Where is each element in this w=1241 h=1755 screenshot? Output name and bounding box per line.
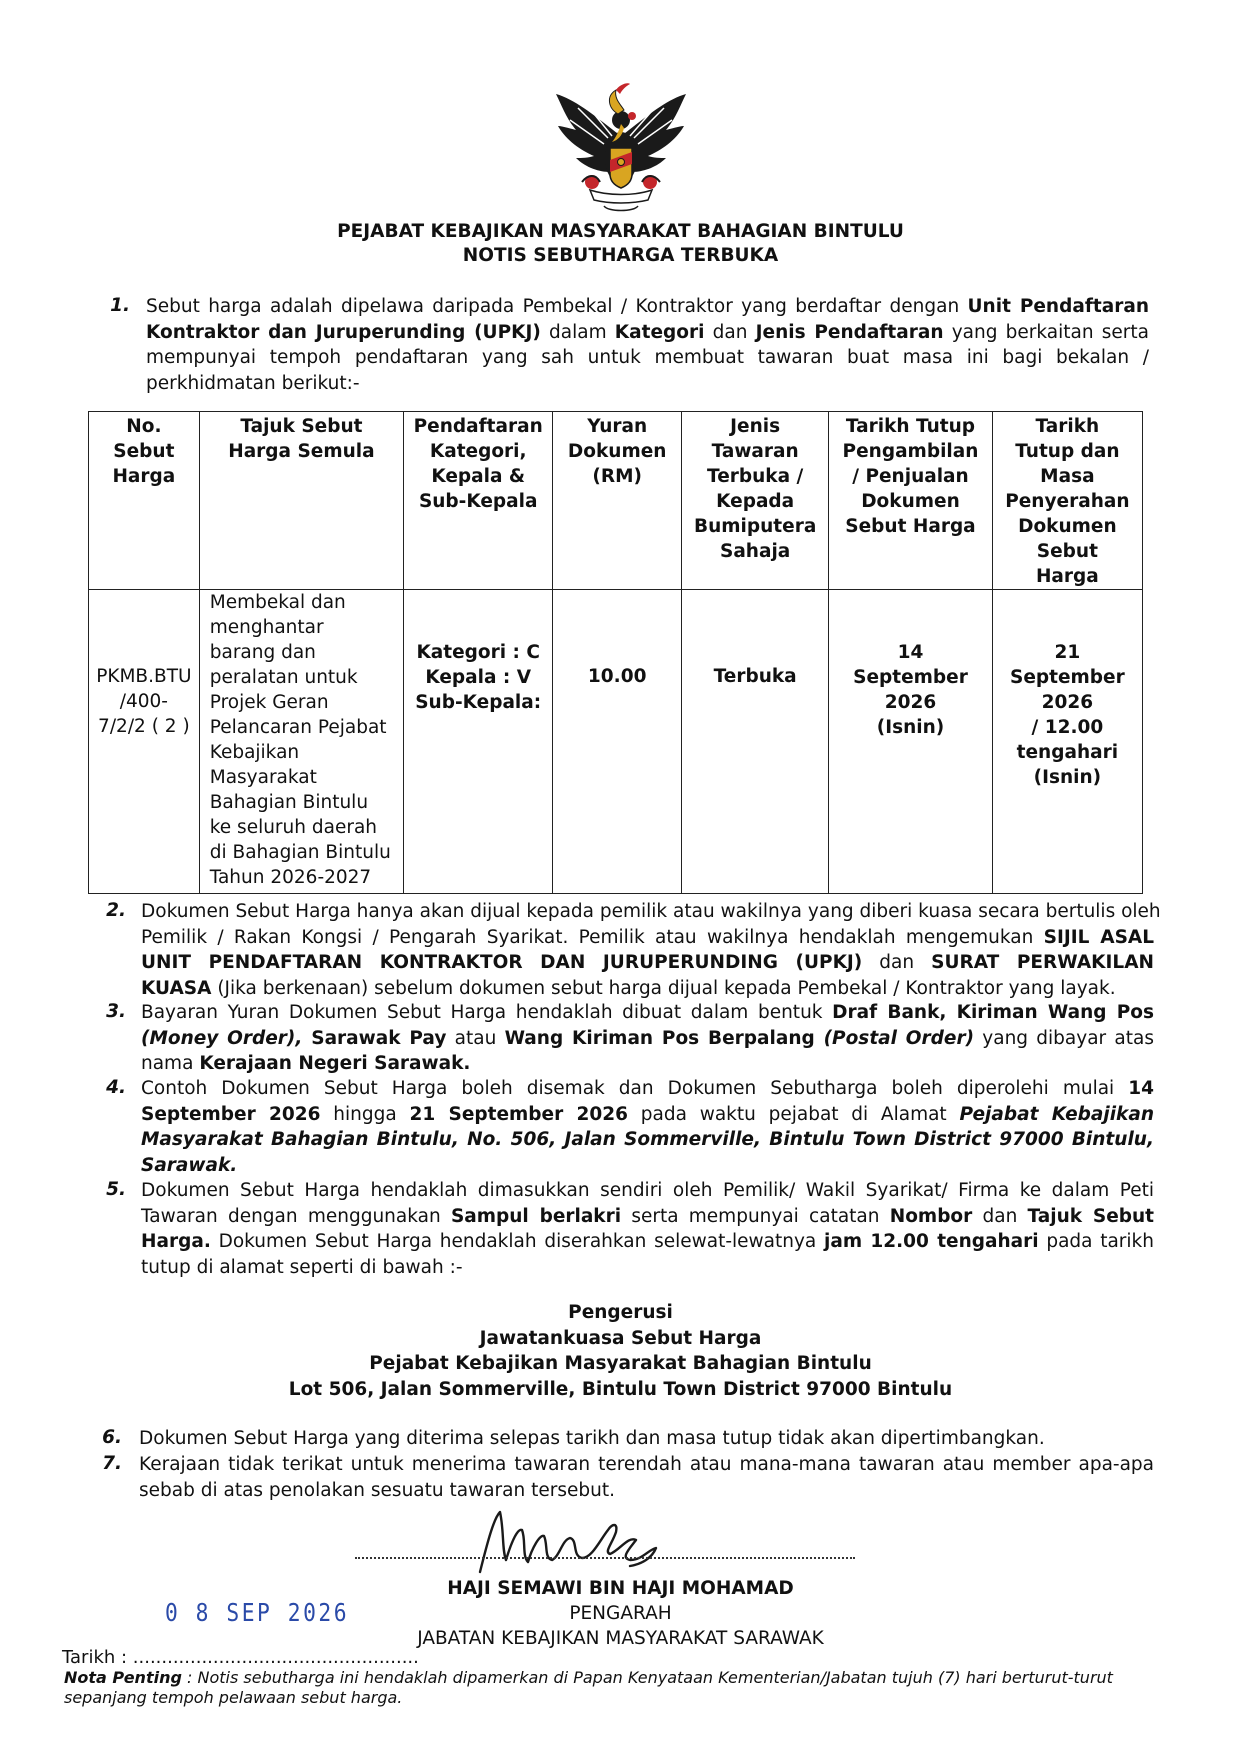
signature-line — [355, 1551, 855, 1559]
office-title: PEJABAT KEBAJIKAN MASYARAKAT BAHAGIAN BINTULU — [337, 221, 904, 242]
col-header-type: Jenis Tawaran Terbuka / Kepada Bumiputera Sahaja — [682, 412, 829, 590]
cell-quotation-title: Membekal dan menghantar barang dan peralatan untuk Projek Geran Pelancaran Pejabat Kebajikan Masyarakat Bahagian Bintulu ke seluruh daerah di Bahagian Bintulu Tahun 2026-2027 — [199, 590, 403, 894]
para-3: Bayaran Yuran Dokumen Sebut Harga hendaklah dibuat dalam bentuk Draf Bank, Kiriman Wang Pos (Money Order), Sarawak Pay atau Wang Kiriman Pos Berpalang (Postal Order) yang dibayar atas nama Kerajaan Negeri Sarawak. — [141, 1002, 1154, 1074]
date-stamp: 0 8 SEP 2026 — [165, 1598, 350, 1627]
para-7-number: 7. — [102, 1453, 122, 1474]
cell-sale-close-date: 14 September 2026 (Isnin) — [829, 590, 993, 894]
col-header-sale-close: Tarikh Tutup Pengambilan / Penjualan Dokumen Sebut Harga — [829, 412, 993, 590]
para-3-number: 3. — [106, 1001, 126, 1022]
para-5-number: 5. — [106, 1179, 126, 1200]
para-2: Dokumen Sebut Harga hanya akan dijual kepada pemilik atau wakilnya yang diberi kuasa secara bertulis oleh Pemilik / Rakan Kongsi / Pengarah Syarikat. Pemilik atau wakilnya hendaklah mengemukan SIJIL ASAL UNIT PENDAFTARAN KONTRAKTOR DAN JURUPERUNDING (UPKJ) dan SURAT PERWAKILAN KUASA (Jika berkenaan) sebelum dokumen sebut harga dijual kepada Pembekal / Kontraktor yang layak. — [141, 901, 1161, 999]
col-header-submission-close: Tarikh Tutup dan Masa Penyerahan Dokumen Sebut Harga — [992, 412, 1142, 590]
signatory-name: HAJI SEMAWI BIN HAJI MOHAMAD — [447, 1578, 794, 1599]
para-4-number: 4. — [106, 1077, 126, 1098]
para-6: Dokumen Sebut Harga yang diterima selepas tarikh dan masa tutup tidak akan dipertimbangkan. — [139, 1428, 1045, 1449]
para-6-number: 6. — [102, 1427, 122, 1448]
cell-tender-type: Terbuka — [682, 590, 829, 894]
sarawak-crest-icon — [548, 78, 694, 214]
signatory-department: JABATAN KEBAJIKAN MASYARAKAT SARAWAK — [417, 1628, 824, 1649]
para-5: Dokumen Sebut Harga hendaklah dimasukkan sendiri oleh Pemilik/ Wakil Syarikat/ Firma ke dalam Peti Tawaran dengan menggunakan Sampul berlakri serta mempunyai catatan Nombor dan Tajuk Sebut Harga. Dokumen Sebut Harga hendaklah diserahkan selewat-lewatnya jam 12.00 tengahari pada tarikh tutup di alamat seperti di bawah :- — [141, 1180, 1155, 1278]
date-field: Tarikh : .................................................. — [62, 1647, 419, 1668]
col-header-fee: Yuran Dokumen (RM) — [553, 412, 682, 590]
cell-submission-close-date: 21 September 2026 / 12.00 tengahari (Isnin) — [992, 590, 1142, 894]
para-1-number: 1. — [110, 295, 130, 316]
quotation-table — [88, 411, 1143, 894]
para-2-number: 2. — [106, 900, 126, 921]
address-block: Pengerusi Jawatankuasa Sebut Harga Pejabat Kebajikan Masyarakat Bahagian Bintulu Lot 506, Jalan Sommerville, Bintulu Town District 97000 Bintulu — [288, 1302, 953, 1400]
col-header-category: Pendaftaran Kategori, Kepala & Sub-Kepala — [404, 412, 553, 590]
col-header-title: Tajuk Sebut Harga Semula — [199, 412, 403, 590]
notice-title: NOTIS SEBUTHARGA TERBUKA — [462, 245, 779, 266]
footnote: Nota Penting : Notis sebutharga ini hendaklah dipamerkan di Papan Kenyataan Kementerian/Jabatan tujuh (7) hari berturut-turut sepanjang tempoh pelawaan sebut harga. — [64, 1668, 1113, 1707]
cell-category: Kategori : C Kepala : V Sub-Kepala: — [404, 590, 553, 894]
signatory-post: PENGARAH — [569, 1603, 672, 1624]
cell-fee: 10.00 — [553, 590, 682, 894]
para-4: Contoh Dokumen Sebut Harga boleh disemak dan Dokumen Sebutharga boleh diperolehi mulai 14 September 2026 hingga 21 September 2026 pada waktu pejabat di Alamat Pejabat Kebajikan Masyarakat Bahagian Bintulu, No. 506, Jalan Sommerville, Bintulu Town District 97000 Bintulu, Sarawak. — [141, 1078, 1155, 1176]
para-7: Kerajaan tidak terikat untuk menerima tawaran terendah atau mana-mana tawaran atau member apa-apa sebab di atas penolakan sesuatu tawaran tersebut. — [139, 1454, 1154, 1501]
para-1: Sebut harga adalah dipelawa daripada Pembekal / Kontraktor yang berdaftar dengan Unit Pendaftaran Kontraktor dan Juruperunding (UPKJ) dalam Kategori dan Jenis Pendaftaran yang berkaitan serta mempunyai tempoh pendaftaran yang sah untuk membuat tawaran buat masa ini bagi bekalan / perkhidmatan berikut:- — [146, 296, 1149, 394]
table-row — [89, 590, 1143, 894]
signature-image — [470, 1500, 700, 1580]
col-header-no: No. Sebut Harga — [89, 412, 200, 590]
cell-quotation-no: PKMB.BTU /400- 7/2/2 ( 2 ) — [89, 590, 200, 894]
